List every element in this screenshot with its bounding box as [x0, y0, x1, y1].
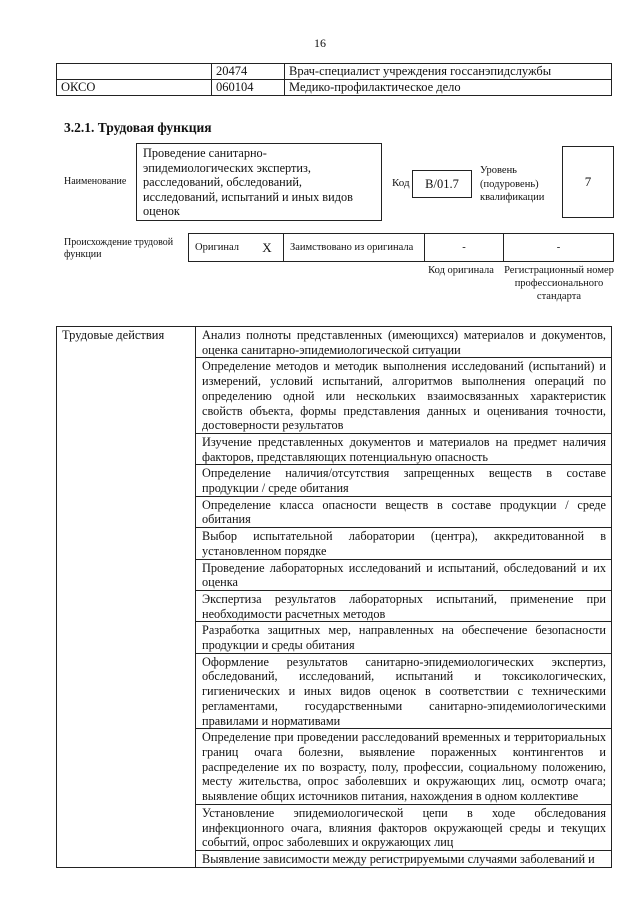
labor-action-item: Определение методов и методик выполнения исследований (испытаний) и измерений, условий испытаний, алгоритмов выполнения операций по определению одной или нескольких взаимосвязанных характеристик свойств объекта, формы представления данных и оценивания точности, достоверности результатов: [196, 358, 612, 434]
reg-number-caption: Регистрационный номер профессионального стандарта: [504, 265, 614, 302]
labor-actions-table: [56, 326, 612, 868]
table-row: [57, 64, 612, 80]
labor-action-item: Разработка защитных мер, направленных на обеспечение безопасности продукции и среды обитания: [196, 622, 612, 653]
origin-label: Происхождение трудовой функции: [64, 237, 174, 260]
labor-action-item: Определение наличия/отсутствия запрещенных веществ в составе продукции / среде обитания: [196, 465, 612, 496]
origin-code-dash: -: [425, 234, 504, 262]
page-number: 16: [314, 36, 326, 50]
original-mark: X: [251, 234, 284, 262]
code-original-caption: Код оригинала: [428, 265, 494, 276]
table-row: [57, 327, 612, 358]
code-name-cell: Врач-специалист учреждения госсанэпидслужбы: [285, 64, 612, 80]
original-label: Оригинал: [189, 234, 252, 262]
code-system-cell: [57, 64, 212, 80]
code-value-cell: 060104: [212, 80, 285, 96]
code-label: Код: [392, 177, 410, 189]
table-row: [189, 234, 614, 262]
labor-action-item: Определение класса опасности веществ в составе продукции / среде обитания: [196, 496, 612, 527]
code-name-cell: Медико-профилактическое дело: [285, 80, 612, 96]
labor-action-item: Экспертиза результатов лабораторных испытаний, применение при необходимости расчетных методов: [196, 590, 612, 621]
name-label: Наименование: [64, 176, 127, 187]
labor-action-item: Выявление зависимости между регистрируемыми случаями заболеваний и: [196, 850, 612, 867]
function-name-box: Проведение санитарно-эпидемиологических экспертиз, расследований, обследований, исследований, испытаний и иных видов оценок: [136, 143, 382, 221]
labor-actions-header: Трудовые действия: [57, 327, 196, 868]
reg-number-dash: -: [504, 234, 614, 262]
level-label: Уровень (подуровень) квалификации: [480, 165, 545, 203]
code-system-cell: ОКСО: [57, 80, 212, 96]
function-code-box: B/01.7: [412, 170, 472, 198]
labor-action-item: Выбор испытательной лаборатории (центра), аккредитованной в установленном порядке: [196, 528, 612, 559]
codes-table: [56, 63, 612, 96]
origin-table: [188, 233, 614, 262]
section-title: 3.2.1. Трудовая функция: [64, 120, 212, 135]
labor-action-item: Определение при проведении расследований временных и территориальных границ очага болезни, выявление пораженных контингентов и распределение их по возрасту, полу, профессии, социальному положению, месту жительства, опрос заболевших и окружающих лиц, осмотр очага; выявление общих источников питания, нахождения в одном коллективе: [196, 729, 612, 805]
labor-action-item: Оформление результатов санитарно-эпидемиологических экспертиз, обследований, исследований, испытаний и токсикологических, гигиенических и иных видов оценок в соответствии с техническими регламентами, государственными санитарно-эпидемиологическими правилами и нормативами: [196, 653, 612, 729]
level-box: 7: [562, 146, 614, 218]
table-row: [57, 80, 612, 96]
labor-action-item: Проведение лабораторных исследований и испытаний, обследований и их оценка: [196, 559, 612, 590]
labor-action-item: Установление эпидемиологической цепи в ходе обследования инфекционного очага, влияния факторов окружающей среды и текущих событий, опрос заболевших и окружающих лиц: [196, 804, 612, 850]
labor-action-item: Анализ полноты представленных (имеющихся) материалов и документов, оценка санитарно-эпидемиологической ситуации: [196, 327, 612, 358]
code-value-cell: 20474: [212, 64, 285, 80]
borrowed-label: Заимствовано из оригинала: [284, 234, 425, 262]
labor-action-item: Изучение представленных документов и материалов на предмет наличия факторов, представляющих потенциальную опасность: [196, 433, 612, 464]
